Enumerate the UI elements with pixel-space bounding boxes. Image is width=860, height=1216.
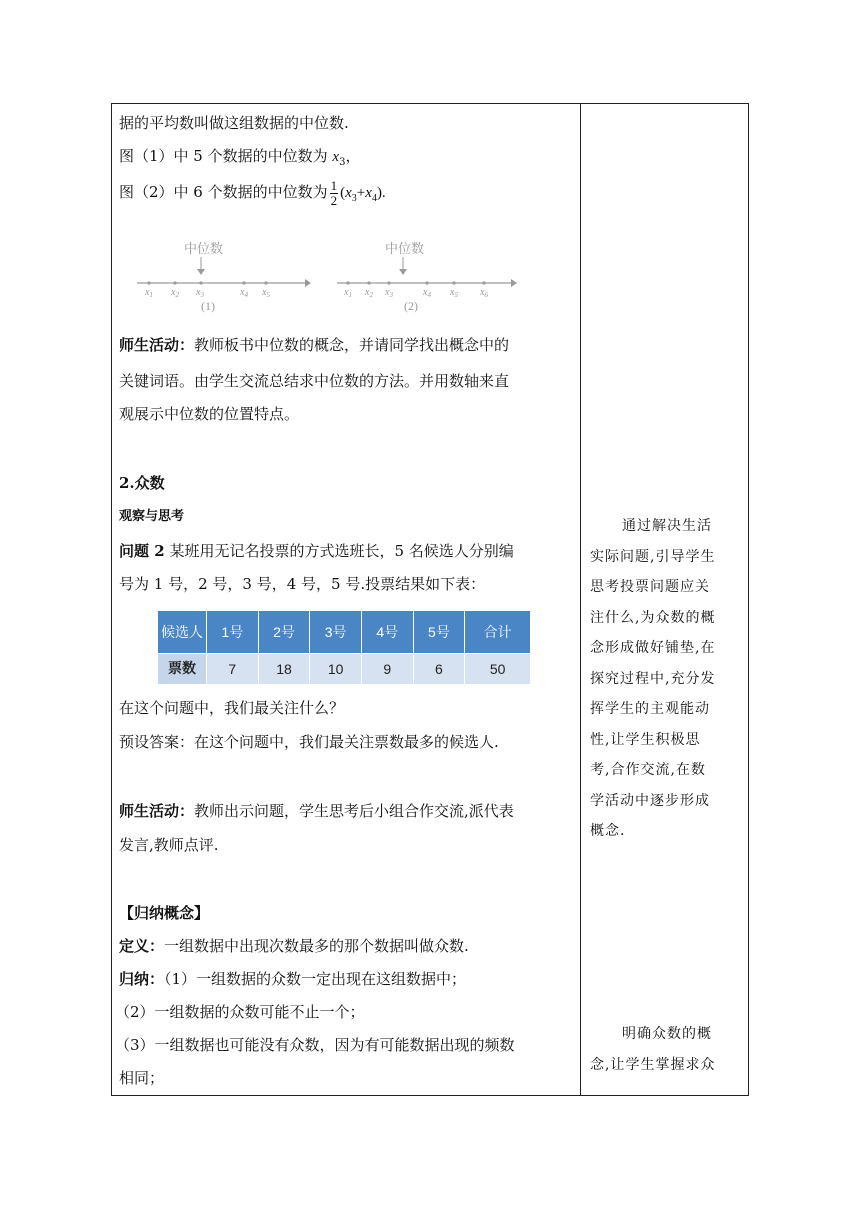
side-note-line: 概念. [590,823,626,839]
activity1-line-3: 观展示中位数的位置特点。 [119,405,300,423]
vote-cell: 7 [207,654,259,685]
side-note-line: 明确众数的概 [622,1026,712,1042]
figure-2 [337,241,517,313]
paren-close: ). [376,185,386,201]
fraction-denominator: 2 [330,192,338,208]
fig2-label-3: $x_3$ [385,287,393,299]
median-definition-tail: 据的平均数叫做这组数据的中位数. [119,114,349,132]
median-fig2-text [119,172,386,219]
question2-line-2: 号为 1 号，2 号，3 号，4 号，5 号.投票结果如下表： [119,575,486,593]
activity2-label: 师生活动： [119,802,195,820]
fig1-label-4: $x_4$ [240,287,248,299]
median-expression [340,185,386,204]
fig2-caption: 中位数 [385,242,425,257]
header-cell: 候选人 [158,611,207,654]
definition-label: 定义： [119,937,165,955]
var-x4: x [365,185,372,201]
column-divider [580,103,581,1096]
side-note-line: 通过解决生活 [622,518,712,534]
header-cell: 2号 [258,611,310,654]
activity1-text-a: 教师板书中位数的概念，并请同学找出概念中的 [194,336,510,354]
summary-label: 归纳： [119,970,165,988]
side-note-line: 实际问题,引导学生 [590,548,716,565]
comma: ， [345,147,361,165]
question2-text-a: 某班用无记名投票的方式选班长，5 名候选人分别编 [164,542,514,560]
observe-heading: 观察与思考 [119,509,185,524]
fig2-label-4: $x_4$ [423,287,431,299]
summary-point-1: （1）一组数据的众数一定出现在这组数据中； [164,970,467,988]
side-note-2 [590,1019,742,1080]
plus-sign: + [356,185,366,201]
summary-point-3b: 相同； [119,1069,165,1087]
figure-1 [137,241,311,313]
activity1-label: 师生活动： [119,336,195,354]
section-mode-heading: 2.众数 [119,474,165,492]
vote-table-row [158,654,531,685]
side-note-line: 考,合作交流,在数 [590,762,706,778]
induce-heading: 【归纳概念】 [119,904,210,922]
header-cell: 5号 [413,611,465,654]
header-cell: 合计 [465,611,531,654]
preset-answer: 预设答案：在这个问题中，我们最关注票数最多的候选人. [119,733,499,751]
side-note-line: 思考投票问题应关 [590,579,710,595]
vote-cell: 18 [258,654,310,685]
vote-table-header [158,611,531,654]
var-x3-sub: 3 [351,193,357,204]
question-ask: 在这个问题中，我们最关注什么？ [119,699,345,717]
paren-open: ( [340,185,346,201]
definition-line [119,931,469,961]
side-note-line: 探究过程中,充分发 [590,670,716,687]
fig1-label-3: $x_3$ [196,287,204,299]
var-x3: x [345,185,352,201]
fig1-number: (1) [201,299,215,313]
header-cell: 1号 [207,611,259,654]
side-note-line: 注什么,为众数的概 [590,609,716,626]
side-note-line: 学活动中逐步形成 [590,792,710,809]
question2-label: 问题 2 [119,542,165,560]
header-cell: 3号 [310,611,362,654]
vote-cell: 50 [465,654,531,685]
fig1-label-5: $x_5$ [262,287,270,299]
fraction-half [330,179,339,208]
summary-line-1 [119,964,466,994]
side-note-1 [590,511,742,847]
activity2-line-1 [119,796,514,826]
fig1-label-1: $x_1$ [145,287,153,299]
median-number-line-figures [129,233,529,313]
fig1-label-2: $x_2$ [171,287,179,299]
fraction-numerator: 1 [330,177,338,193]
side-note-line: 念,让学生掌握求众 [590,1056,716,1073]
header-cell: 4号 [361,611,413,654]
activity2-line-2: 发言,教师点评. [119,836,219,854]
var-sub: 3 [339,157,346,168]
median-fig2-prefix: 图（2）中 6 个数据的中位数为 [119,183,328,201]
vote-cell: 6 [413,654,465,685]
summary-point-3a: （3）一组数据也可能没有众数，因为有可能数据出现的频数 [115,1036,515,1054]
vote-cell: 9 [361,654,413,685]
median-fig1-prefix: 图（1）中 5 个数据的中位数为 [119,147,333,165]
activity1-line-1 [119,330,509,360]
fig2-number: (2) [404,299,418,313]
fig1-caption: 中位数 [184,242,224,257]
side-note-line: 挥学生的主观能动 [590,701,710,717]
side-note-line: 性,让学生积极思 [590,731,701,748]
fig2-label-2: $x_2$ [365,287,373,299]
row-label-cell: 票数 [158,654,207,685]
var-x: x [332,149,340,165]
vote-cell: 10 [310,654,362,685]
definition-text: 一组数据中出现次数最多的那个数据叫做众数. [164,937,469,955]
side-note-line: 念形成做好铺垫,在 [590,640,716,656]
activity2-text-a: 教师出示问题，学生思考后小组合作交流,派代表 [194,802,514,820]
fig2-label-1: $x_1$ [344,287,352,299]
vote-results-table [157,610,531,685]
fig2-label-6: $x_6$ [480,287,488,299]
fig2-label-5: $x_5$ [450,287,458,299]
var-x4-sub: 4 [371,193,377,204]
activity1-line-2: 关键词语。由学生交流总结求中位数的方法。并用数轴来直 [119,372,510,390]
question2-line-1 [119,536,514,566]
summary-point-2: （2）一组数据的众数可能不止一个； [115,1003,365,1021]
